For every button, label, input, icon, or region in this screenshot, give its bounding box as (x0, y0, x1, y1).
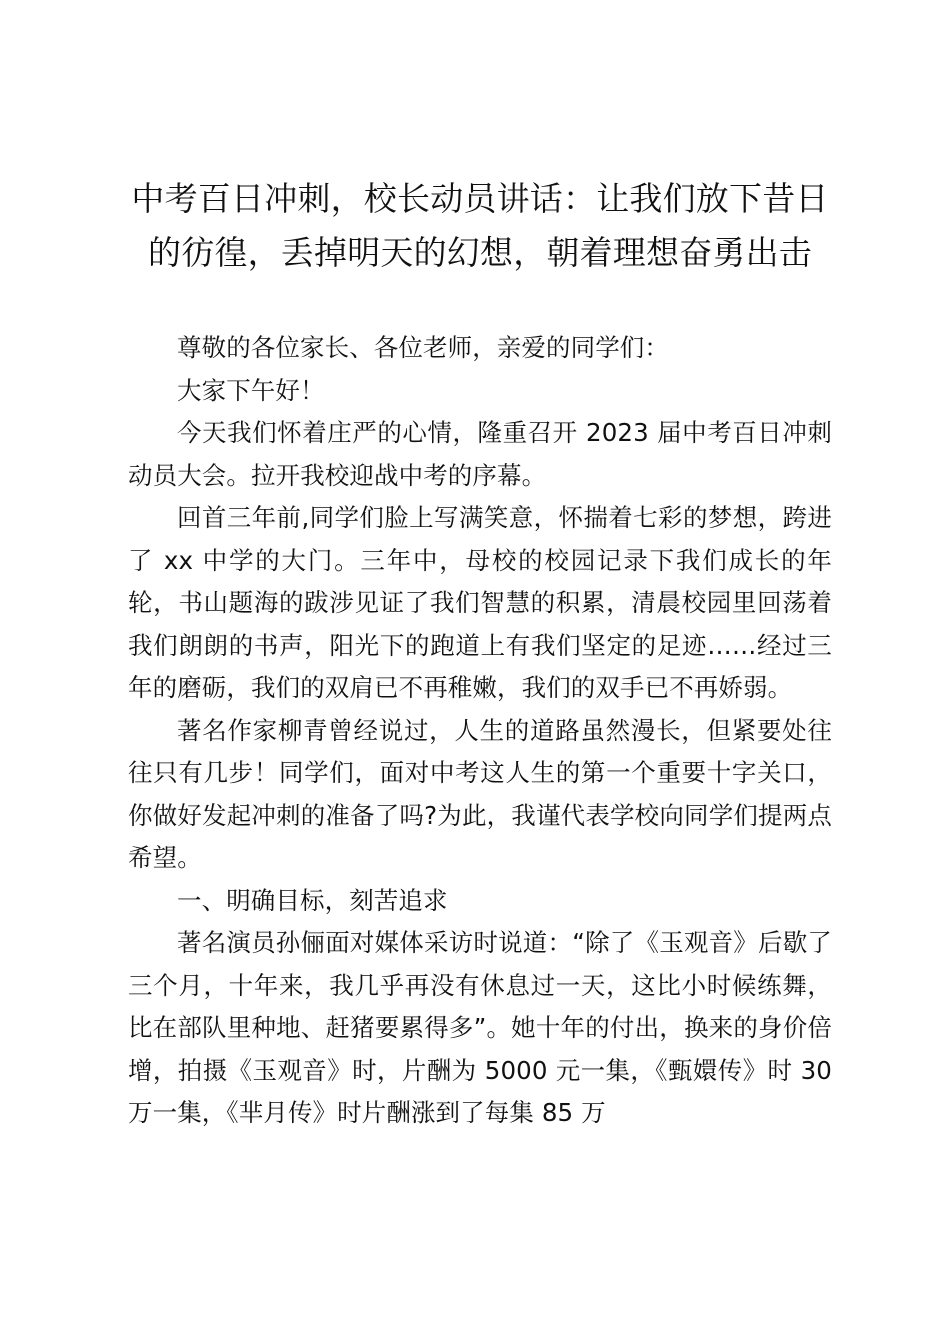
body-paragraph: 回首三年前,同学们脸上写满笑意，怀揣着七彩的梦想，跨进了 xx 中学的大门。三年中，母校的校园记录下我们成长的年轮，书山题海的跋涉见证了我们智慧的积累，清晨校园里回荡着我们朗朗的书声，阳光下的跑道上有我们坚定的足迹……经过三年的磨砺，我们的双肩已不再稚嫩，我们的双手已不再娇弱。 (128, 503, 832, 702)
document-title: 中考百日冲刺，校长动员讲话：让我们放下昔日的彷徨，丢掉明天的幻想，朝着理想奋勇出击 (131, 179, 829, 272)
document-body (128, 327, 832, 1135)
greeting-paragraph: 大家下午好！ (177, 375, 325, 405)
body-paragraph: 著名演员孙俪面对媒体采访时说道：“除了《玉观音》后歇了三个月，十年来，我几乎再没有休息过一天，这比小时候练舞，比在部队里种地、赶猪要累得多”。她十年的付出，换来的身价倍增，拍摄《玉观音》时，片酬为 5000 元一集，《甄嬛传》时 30 万一集，《芈月传》时片酬涨到了每集 85 万 (128, 928, 832, 1127)
salutation-paragraph: 尊敬的各位家长、各位老师，亲爱的同学们： (177, 333, 669, 362)
body-paragraph: 著名作家柳青曾经说过，人生的道路虽然漫长，但紧要处往往只有几步！同学们，面对中考这人生的第一个重要十字关口，你做好发起冲刺的准备了吗?为此，我谨代表学校向同学们提两点希望。 (128, 715, 832, 872)
section-heading: 一、明确目标，刻苦追求 (177, 885, 448, 915)
body-paragraph: 今天我们怀着庄严的心情，隆重召开 2023 届中考百日冲刺动员大会。拉开我校迎战中考的序幕。 (128, 418, 832, 490)
